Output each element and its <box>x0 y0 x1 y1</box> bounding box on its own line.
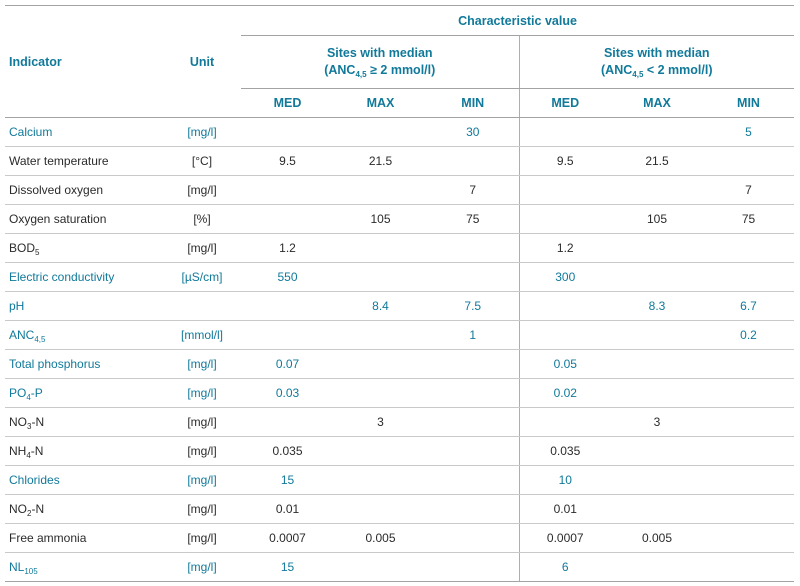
unit-cell: [mg/l] <box>163 176 241 205</box>
table-row <box>5 350 794 379</box>
value-cell: 0.005 <box>611 524 703 553</box>
value-cell: 0.01 <box>519 495 611 524</box>
indicator-cell: Chlorides <box>5 466 163 495</box>
characteristic-values-table <box>5 5 794 582</box>
value-cell: 10 <box>519 466 611 495</box>
value-cell <box>703 263 794 292</box>
unit-cell: [mg/l] <box>163 379 241 408</box>
value-cell <box>611 553 703 582</box>
group-header-line1: Sites with median <box>603 46 710 61</box>
unit-cell: [mg/l] <box>163 495 241 524</box>
value-cell <box>427 408 519 437</box>
value-cell <box>241 205 334 234</box>
value-cell <box>519 321 611 350</box>
value-cell <box>427 147 519 176</box>
value-cell <box>703 437 794 466</box>
value-cell <box>611 379 703 408</box>
value-cell: 21.5 <box>334 147 427 176</box>
table-row <box>5 205 794 234</box>
value-cell: 0.035 <box>519 437 611 466</box>
value-cell <box>241 321 334 350</box>
column-header-max-group1: MAX <box>334 89 427 118</box>
value-cell <box>519 292 611 321</box>
value-cell <box>519 176 611 205</box>
value-cell: 105 <box>334 205 427 234</box>
value-cell <box>334 118 427 147</box>
value-cell <box>611 118 703 147</box>
value-cell <box>703 553 794 582</box>
value-cell: 5 <box>703 118 794 147</box>
indicator-cell: Oxygen saturation <box>5 205 163 234</box>
value-cell: 0.035 <box>241 437 334 466</box>
value-cell: 0.2 <box>703 321 794 350</box>
group-header-line2: ($ANC_{4,5} \ge 2$ mmol/l) <box>324 63 436 79</box>
indicator-cell: $NL_{105}$ <box>5 553 163 582</box>
indicator-cell: Water temperature <box>5 147 163 176</box>
unit-cell: [mg/l] <box>163 466 241 495</box>
value-cell <box>611 321 703 350</box>
indicator-cell: pH <box>5 292 163 321</box>
column-header-unit: Unit <box>163 6 241 118</box>
value-cell: 75 <box>427 205 519 234</box>
value-cell <box>611 466 703 495</box>
value-cell <box>241 408 334 437</box>
header-row-characteristic <box>5 6 794 36</box>
indicator-cell: $ANC_{4,5}$ <box>5 321 163 350</box>
indicator-cell: Calcium <box>5 118 163 147</box>
unit-cell: [%] <box>163 205 241 234</box>
value-cell <box>703 379 794 408</box>
indicator-cell: Electric conductivity <box>5 263 163 292</box>
table-row <box>5 495 794 524</box>
table-header <box>5 6 794 118</box>
value-cell: 0.07 <box>241 350 334 379</box>
column-header-indicator: Indicator <box>5 6 163 118</box>
value-cell <box>703 350 794 379</box>
value-cell: 1.2 <box>241 234 334 263</box>
indicator-cell: $BOD_5$ <box>5 234 163 263</box>
value-cell: 15 <box>241 553 334 582</box>
indicator-cell: Dissolved oxygen <box>5 176 163 205</box>
column-header-med-group1: MED <box>241 89 334 118</box>
table-row <box>5 147 794 176</box>
unit-cell: [µS/cm] <box>163 263 241 292</box>
value-cell <box>334 437 427 466</box>
indicator-cell: $NO_2-N$ <box>5 495 163 524</box>
value-cell <box>334 466 427 495</box>
value-cell: 1.2 <box>519 234 611 263</box>
value-cell: 7 <box>703 176 794 205</box>
value-cell <box>703 234 794 263</box>
value-cell <box>334 234 427 263</box>
value-cell <box>519 408 611 437</box>
value-cell <box>334 176 427 205</box>
unit-cell: [mg/l] <box>163 553 241 582</box>
value-cell <box>427 234 519 263</box>
value-cell <box>427 437 519 466</box>
column-header-characteristic-value: Characteristic value <box>241 6 794 36</box>
value-cell <box>427 495 519 524</box>
value-cell: 105 <box>611 205 703 234</box>
value-cell <box>611 495 703 524</box>
indicator-cell: $NO_3-N$ <box>5 408 163 437</box>
value-cell <box>703 495 794 524</box>
column-header-med-group2: MED <box>519 89 611 118</box>
table-row <box>5 408 794 437</box>
value-cell <box>427 524 519 553</box>
value-cell: 550 <box>241 263 334 292</box>
value-cell <box>611 263 703 292</box>
indicator-cell: $PO_4-P$ <box>5 379 163 408</box>
value-cell <box>611 176 703 205</box>
column-header-min-group2: MIN <box>703 89 794 118</box>
value-cell: 0.005 <box>334 524 427 553</box>
table-row <box>5 437 794 466</box>
table-row <box>5 553 794 582</box>
value-cell <box>611 234 703 263</box>
group-header-anc-ge-2 <box>241 36 519 89</box>
column-header-min-group1: MIN <box>427 89 519 118</box>
unit-cell: [mg/l] <box>163 408 241 437</box>
value-cell <box>703 466 794 495</box>
unit-cell: [mmol/l] <box>163 321 241 350</box>
value-cell <box>427 379 519 408</box>
value-cell: 0.0007 <box>519 524 611 553</box>
group-header-line1: Sites with median <box>326 46 433 61</box>
value-cell: 75 <box>703 205 794 234</box>
value-cell: 6 <box>519 553 611 582</box>
value-cell <box>334 495 427 524</box>
indicator-cell: Total phosphorus <box>5 350 163 379</box>
value-cell: 0.02 <box>519 379 611 408</box>
unit-cell: [mg/l] <box>163 118 241 147</box>
value-cell: 7.5 <box>427 292 519 321</box>
table-row <box>5 118 794 147</box>
column-header-max-group2: MAX <box>611 89 703 118</box>
table-row <box>5 263 794 292</box>
value-cell: 0.01 <box>241 495 334 524</box>
value-cell <box>334 321 427 350</box>
value-cell: 21.5 <box>611 147 703 176</box>
value-cell: 15 <box>241 466 334 495</box>
unit-cell: [mg/l] <box>163 350 241 379</box>
indicator-cell: $NH_4-N$ <box>5 437 163 466</box>
table-row <box>5 176 794 205</box>
value-cell: 9.5 <box>519 147 611 176</box>
table-row <box>5 379 794 408</box>
value-cell: 3 <box>611 408 703 437</box>
value-cell <box>427 466 519 495</box>
value-cell <box>519 118 611 147</box>
indicator-cell: Free ammonia <box>5 524 163 553</box>
group-header-anc-lt-2 <box>519 36 794 89</box>
value-cell: 30 <box>427 118 519 147</box>
table-body <box>5 118 794 582</box>
value-cell <box>703 147 794 176</box>
value-cell: 8.3 <box>611 292 703 321</box>
value-cell <box>334 379 427 408</box>
value-cell: 0.05 <box>519 350 611 379</box>
value-cell <box>703 524 794 553</box>
value-cell: 3 <box>334 408 427 437</box>
value-cell <box>519 205 611 234</box>
value-cell: 9.5 <box>241 147 334 176</box>
value-cell: 8.4 <box>334 292 427 321</box>
unit-cell: [mg/l] <box>163 437 241 466</box>
unit-cell: [°C] <box>163 147 241 176</box>
table-row <box>5 524 794 553</box>
value-cell: 0.0007 <box>241 524 334 553</box>
value-cell: 6.7 <box>703 292 794 321</box>
value-cell: 300 <box>519 263 611 292</box>
value-cell <box>334 553 427 582</box>
value-cell <box>427 263 519 292</box>
value-cell <box>241 176 334 205</box>
unit-cell <box>163 292 241 321</box>
value-cell <box>427 553 519 582</box>
value-cell: 0.03 <box>241 379 334 408</box>
value-cell: 1 <box>427 321 519 350</box>
table-row <box>5 292 794 321</box>
group-header-line2: ($ANC_{4,5} < 2$ mmol/l) <box>601 63 713 79</box>
value-cell: 7 <box>427 176 519 205</box>
value-cell <box>611 437 703 466</box>
table-row <box>5 466 794 495</box>
value-cell <box>241 292 334 321</box>
table-row <box>5 234 794 263</box>
value-cell <box>427 350 519 379</box>
value-cell <box>334 350 427 379</box>
value-cell <box>334 263 427 292</box>
value-cell <box>241 118 334 147</box>
value-cell <box>611 350 703 379</box>
value-cell <box>703 408 794 437</box>
unit-cell: [mg/l] <box>163 524 241 553</box>
unit-cell: [mg/l] <box>163 234 241 263</box>
table-row <box>5 321 794 350</box>
